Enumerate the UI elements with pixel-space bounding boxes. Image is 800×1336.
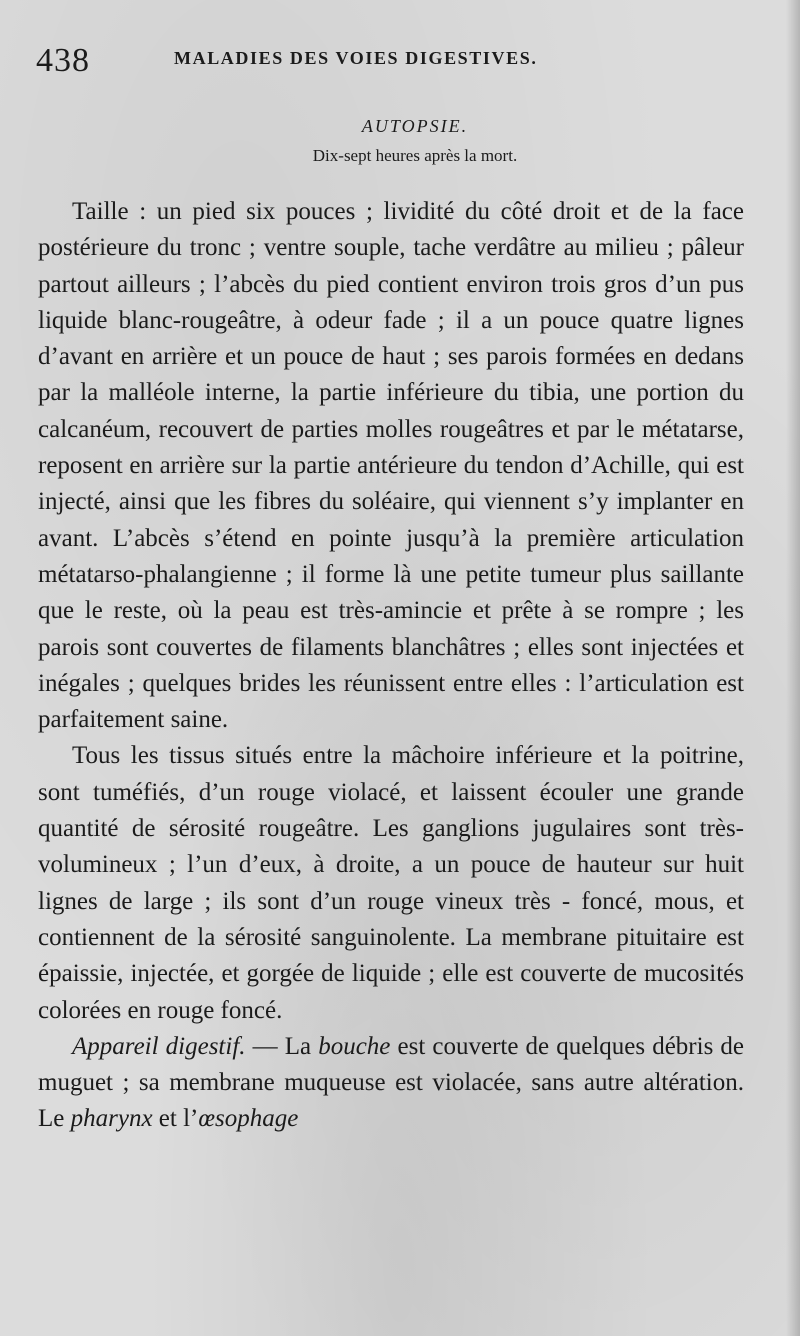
section-subtitle: Dix-sept heures après la mort. [312,146,518,165]
paragraph-3 [38,1029,744,1138]
paragraph-1: Taille : un pied six pouces ; lividité du côté droit et de la face postérieure du tronc ; ventre souple, tache verdâtre au milieu ; pâleur partout ailleurs ; l’abcès du pied contient environ trois gros d’un pus liquide blanc-rougeâtre, à odeur fade ; il a un pouce quatre lignes d’avant en arrière et un pouce de haut ; ses parois formées en dedans par la malléole interne, la partie inférieure du tibia, une portion du calcanéum, recouvert de parties molles rougeâtres et par le métatarse, reposent en arrière sur la partie antérieure du tendon d’Achille, qui est injecté, ainsi que les fibres du soléaire, qui viennent s’y implanter en avant. L’abcès s’étend en pointe jusqu’à la première articulation métatarso-phalangienne ; il forme là une petite tumeur plus saillante que le reste, où la peau est très-amincie et prête à se rompre ; les parois sont couvertes de filaments blanchâtres ; elles sont injectées et inégales ; quelques brides les réunissent entre elles : l’articulation est parfaitement saine. [38,198,744,734]
italic-term: pharynx [70,1105,153,1133]
page-edge-shadow [786,0,800,1336]
italic-term: bouche [318,1032,391,1060]
running-title: MALADIES DES VOIES DIGESTIVES. [174,48,538,68]
running-header [36,36,756,84]
text-segment: — La [245,1032,319,1060]
page-number: 438 [36,42,90,79]
text-segment: est couverte de quelques débris de muguet ; sa membrane muqueuse est violacée, sans autre altération. Le [38,1032,744,1133]
italic-term: œsophage [198,1105,299,1133]
paragraph-2: Tous les tissus situés entre la mâchoire inférieure et la poitrine, sont tuméfiés, d’un rouge violacé, et laissent écouler une grande quantité de sérosité rougeâtre. Les ganglions jugulaires sont très-volumineux ; l’un d’eux, à droite, a un pouce de hauteur sur huit lignes de large ; ils sont d’un rouge vineux très - foncé, mous, et contiennent de la sérosité sanguinolente. La membrane pituitaire est épaissie, injectée, et gorgée de liquide ; elle est couverte de mucosités colorées en rouge foncé. [38,742,744,1024]
body-text [38,194,744,1138]
text-segment: et l’ [152,1105,199,1133]
italic-heading: Appareil digestif. [72,1032,246,1060]
section-title: AUTOPSIE. [361,116,469,136]
